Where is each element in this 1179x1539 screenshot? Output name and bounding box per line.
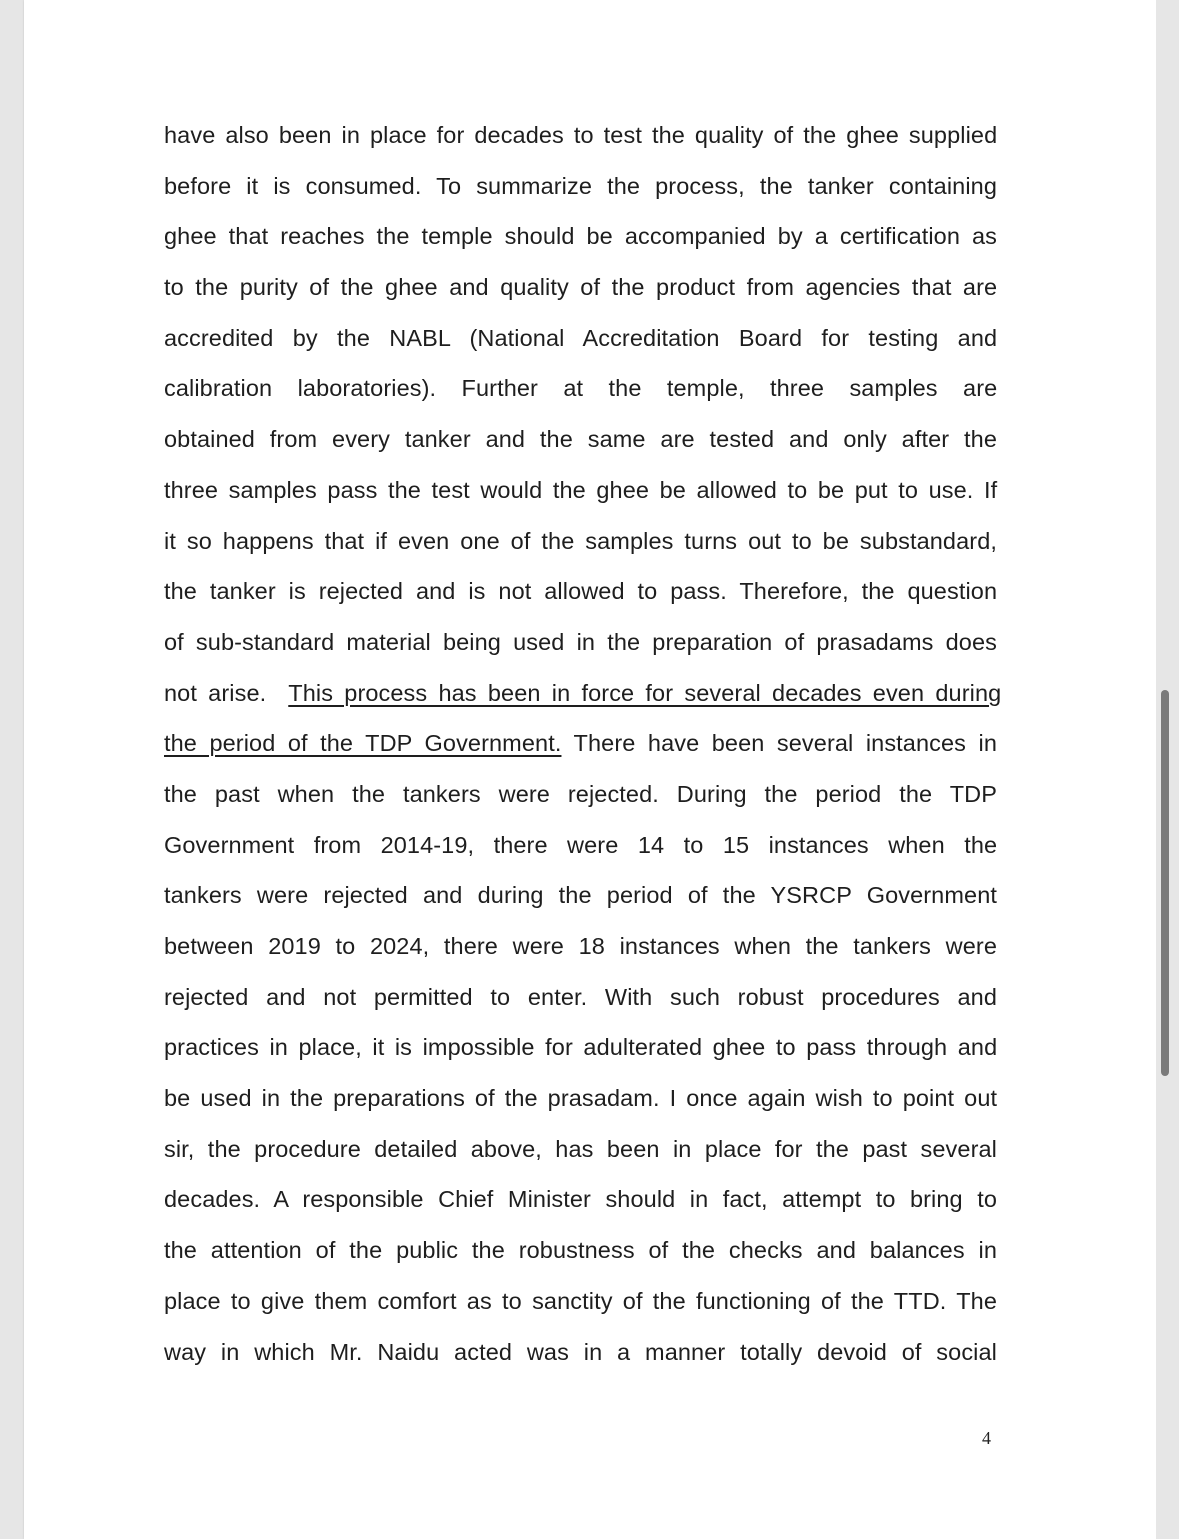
text-line: tankers were rejected and during the period of the YSRCP Government (164, 882, 997, 909)
text-line-with-underline (164, 668, 1002, 719)
text-line: place to give them comfort as to sanctity of the functioning of the TTD. The (164, 1287, 997, 1314)
text-line: be used in the preparations of the prasadam. I once again wish to point out (164, 1085, 998, 1112)
text-line: calibration laboratories). Further at the temple, three samples are (164, 375, 998, 402)
document-page (24, 0, 1156, 1539)
vertical-scrollbar-thumb[interactable] (1161, 690, 1169, 1076)
page-body-text (164, 110, 1002, 1377)
text-line: between 2019 to 2024, there were 18 instances when the tankers were (164, 933, 997, 959)
text-line: Government from 2014-19, there were 14 to 15 instances when the (164, 831, 998, 858)
viewer-left-gutter (0, 0, 24, 1539)
text-line: obtained from every tanker and the same are tested and only after the (164, 426, 997, 453)
text-line: accredited by the NABL (National Accreditation Board for testing and (164, 324, 998, 351)
text-line: it so happens that if even one of the samples turns out to be substandard, (164, 527, 997, 554)
text-segment: There have been several instances in (573, 730, 997, 757)
text-line: have also been in place for decades to test the quality of the ghee supplied (164, 122, 998, 148)
text-line: practices in place, it is impossible for adulterated ghee to pass through and (164, 1034, 998, 1061)
text-line: three samples pass the test would the ghee be allowed to be put to use. If (164, 476, 998, 503)
text-line-with-underline (164, 718, 997, 769)
text-line: rejected and not permitted to enter. With such robust procedures and (164, 983, 997, 1010)
text-line: way in which Mr. Naidu acted was in a manner totally devoid of social (164, 1338, 997, 1365)
text-line: the attention of the public the robustness of the checks and balances in (164, 1237, 997, 1264)
page-number: 4 (982, 1428, 991, 1448)
text-line: sir, the procedure detailed above, has been in place for the past several (164, 1135, 997, 1162)
text-line: to the purity of the ghee and quality of the product from agencies that are (164, 274, 998, 301)
underlined-statement: This process has been in force for several decades even during (288, 679, 1002, 706)
text-line: ghee that reaches the temple should be accompanied by a certification as (164, 223, 998, 250)
text-line: decades. A responsible Chief Minister should in fact, attempt to bring to (164, 1186, 997, 1213)
text-segment: not arise. (164, 679, 267, 706)
text-line: the tanker is rejected and is not allowed to pass. Therefore, the question (164, 578, 998, 605)
text-line: of sub-standard material being used in the preparation of prasadams does (164, 628, 997, 655)
text-line: before it is consumed. To summarize the process, the tanker containing (164, 172, 997, 199)
underlined-statement: the period of the TDP Government. (164, 730, 562, 757)
text-line: the past when the tankers were rejected. During the period the TDP (164, 780, 997, 807)
